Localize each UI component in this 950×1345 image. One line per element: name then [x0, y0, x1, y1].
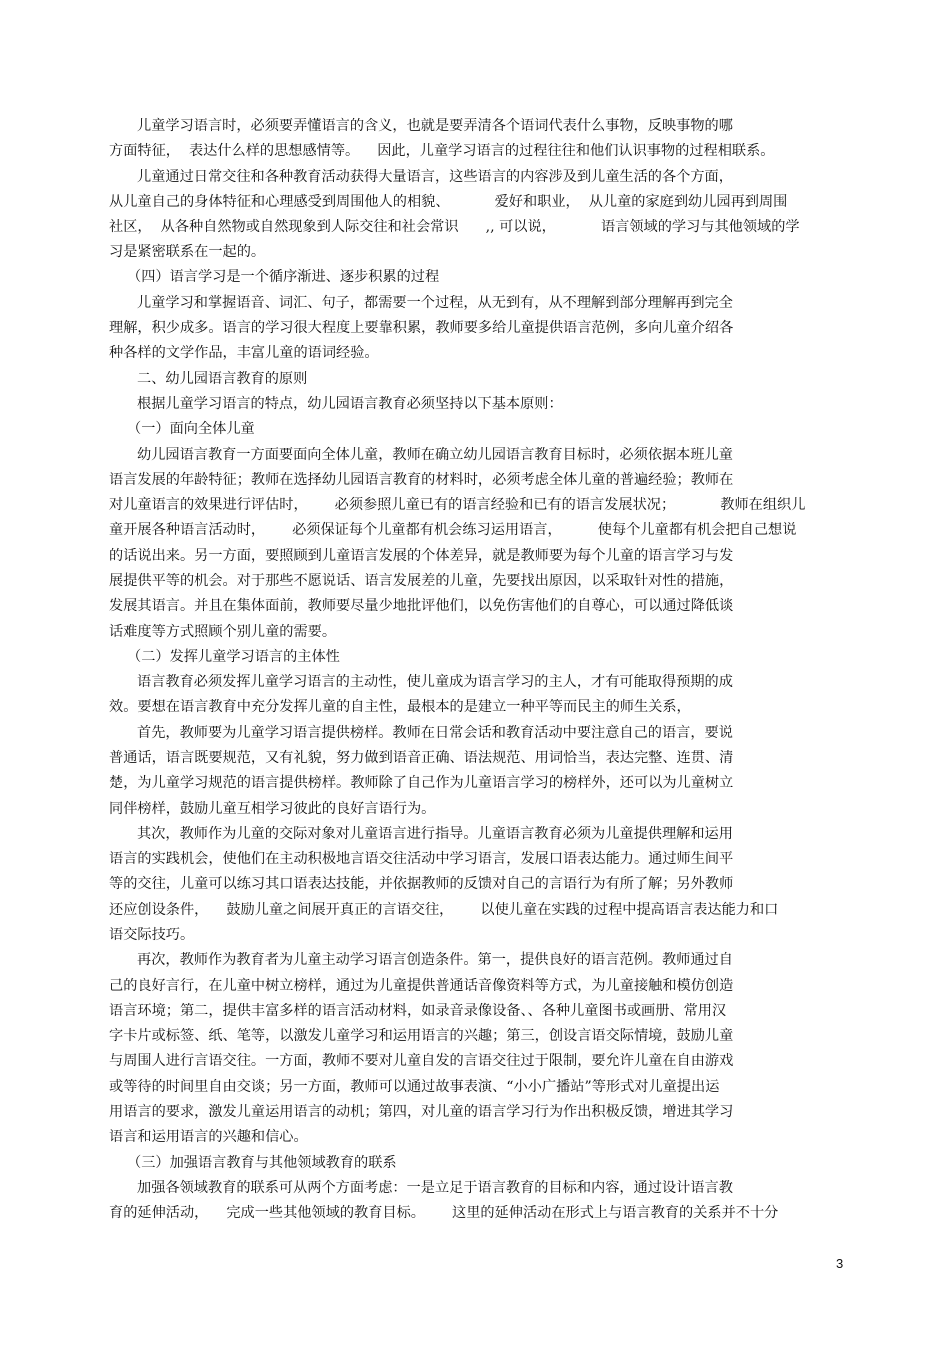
text-line: 其次，教师作为儿童的交际对象对儿童语言进行指导。儿童语言教育必须为儿童提供理解和运用	[137, 826, 733, 842]
text-line: 幼儿园语言教育一方面要面向全体儿童，教师在确立幼儿园语言教育目标时，必须依据本班儿童	[137, 447, 733, 463]
section-heading: （一）面向全体儿童	[127, 421, 255, 437]
text-line: 儿童学习语言时，必须要弄懂语言的含义，也就是要弄清各个语词代表什么事物，反映事物的哪	[137, 118, 733, 134]
text-line: 育的延伸活动， 完成一些其他领域的教育目标。 这里的延伸活动在形式上与语言教育的关系并不十分	[109, 1205, 779, 1221]
text-line: 对儿童语言的效果进行评估时， 必须参照儿童已有的语言经验和已有的语言发展状况； 教师在组织儿	[109, 497, 806, 513]
section-heading: （二）发挥儿童学习语言的主体性	[127, 649, 340, 665]
text-line: 童开展各种语言活动时， 必须保证每个儿童都有机会练习运用语言， 使每个儿童都有机会把自己想说	[109, 522, 797, 538]
text-line: 加强各领域教育的联系可从两个方面考虑：一是立足于语言教育的目标和内容，通过设计语言教	[137, 1180, 733, 1196]
text-line: 发展其语言。并且在集体面前，教师要尽量少地批评他们，以免伤害他们的自尊心，可以通过降低谈	[109, 598, 734, 614]
text-line: 的话说出来。另一方面，要照顾到儿童语言发展的个体差异，就是教师要为每个儿童的语言学习与发	[109, 548, 734, 564]
section-heading: 二、幼儿园语言教育的原则	[137, 371, 308, 387]
text-line: 语言教育必须发挥儿童学习语言的主动性，使儿童成为语言学习的主人，才有可能取得预期的成	[137, 674, 733, 690]
text-line: 儿童通过日常交往和各种教育活动获得大量语言，这些语言的内容涉及到儿童生活的各个方面，	[137, 169, 733, 185]
text-line: 根据儿童学习语言的特点，幼儿园语言教育必须坚持以下基本原则：	[137, 396, 563, 412]
text-line: 再次，教师作为教育者为儿童主动学习语言创造条件。第一，提供良好的语言范例。教师通过自	[137, 952, 733, 968]
text-line: 普通话，语言既要规范，又有礼貌，努力做到语音正确、语法规范、用词恰当，表达完整、连贯、清	[109, 750, 734, 766]
text-line: 语言发展的年龄特征；教师在选择幼儿园语言教育的材料时，必须考虑全体儿童的普遍经验；教师在	[109, 472, 734, 488]
text-line: 语言的实践机会，使他们在主动积极地言语交往活动中学习语言，发展口语表达能力。通过师生间平	[109, 851, 734, 867]
text-line: 字卡片或标签、纸、笔等，以激发儿童学习和运用语言的兴趣；第三，创设言语交际情境，鼓励儿童	[109, 1028, 734, 1044]
text-line: 还应创设条件， 鼓励儿童之间展开真正的言语交往， 以使儿童在实践的过程中提高语言表达能力和口	[109, 902, 779, 918]
text-line: 效。要想在语言教育中充分发挥儿童的自主性，最根本的是建立一种平等而民主的师生关系，	[109, 699, 691, 715]
text-line: 语交际技巧。	[109, 927, 195, 943]
text-line: 种各样的文学作品，丰富儿童的语词经验。	[109, 345, 379, 361]
text-line: 同伴榜样，鼓励儿童互相学习彼此的良好言语行为。	[109, 801, 436, 817]
text-line: 语言环境；第二，提供丰富多样的语言活动材料，如录音录像设备、、各种儿童图书或画册、常用汉	[109, 1003, 727, 1019]
text-line: 从儿童自己的身体特征和心理感受到周围他人的相貌、 爱好和职业， 从儿童的家庭到幼儿园再到周围	[109, 194, 788, 210]
text-line: 与周围人进行言语交往。一方面，教师不要对儿童自发的言语交往过于限制，要允许儿童在自由游戏	[109, 1053, 734, 1069]
section-heading: （三）加强语言教育与其他领域教育的联系	[127, 1155, 397, 1171]
text-line: 或等待的时间里自由交谈；另一方面，教师可以通过故事表演、“小小广播站”等形式对儿童提出运	[109, 1079, 720, 1095]
text-line: 语言和运用语言的兴趣和信心。	[109, 1129, 308, 1145]
text-line: 儿童学习和掌握语音、词汇、句子，都需要一个过程，从无到有，从不理解到部分理解再到完全	[137, 295, 733, 311]
text-line: 展提供平等的机会。对于那些不愿说话、语言发展差的儿童，先要找出原因，以采取针对性的措施，	[109, 573, 734, 589]
text-line: 用语言的要求，激发儿童运用语言的动机；第四，对儿童的语言学习行为作出积极反馈，增进其学习	[109, 1104, 734, 1120]
text-line: 话难度等方式照顾个别儿童的需要。	[109, 624, 337, 640]
text-line: 等的交往，儿童可以练习其口语表达技能，并依据教师的反馈对自己的言语行为有所了解；另外教师	[109, 876, 734, 892]
text-line: 理解，积少成多。语言的学习很大程度上要靠积累，教师要多给儿童提供语言范例，多向儿童介绍各	[109, 320, 734, 336]
text-line: 社区， 从各种自然物或自然现象到人际交往和社会常识 ,, 可以说， 语言领域的学习与其他领域的学	[109, 219, 800, 235]
text-line: 己的良好言行，在儿童中树立榜样，通过为儿童提供普通话音像资料等方式，为儿童接触和模仿创造	[109, 978, 734, 994]
section-heading: （四）语言学习是一个循序渐进、逐步积累的过程	[127, 269, 440, 285]
text-line: 首先，教师要为儿童学习语言提供榜样。教师在日常会话和教育活动中要注意自己的语言，要说	[137, 725, 733, 741]
text-line: 楚，为儿童学习规范的语言提供榜样。教师除了自己作为儿童语言学习的榜样外，还可以为儿童树立	[109, 775, 734, 791]
text-line: 方面特征， 表达什么样的思想感情等。 因此，儿童学习语言的过程往往和他们认识事物的过程相联系。	[109, 143, 775, 159]
text-line: 习是紧密联系在一起的。	[109, 244, 266, 260]
page-number: 3	[836, 1256, 844, 1271]
